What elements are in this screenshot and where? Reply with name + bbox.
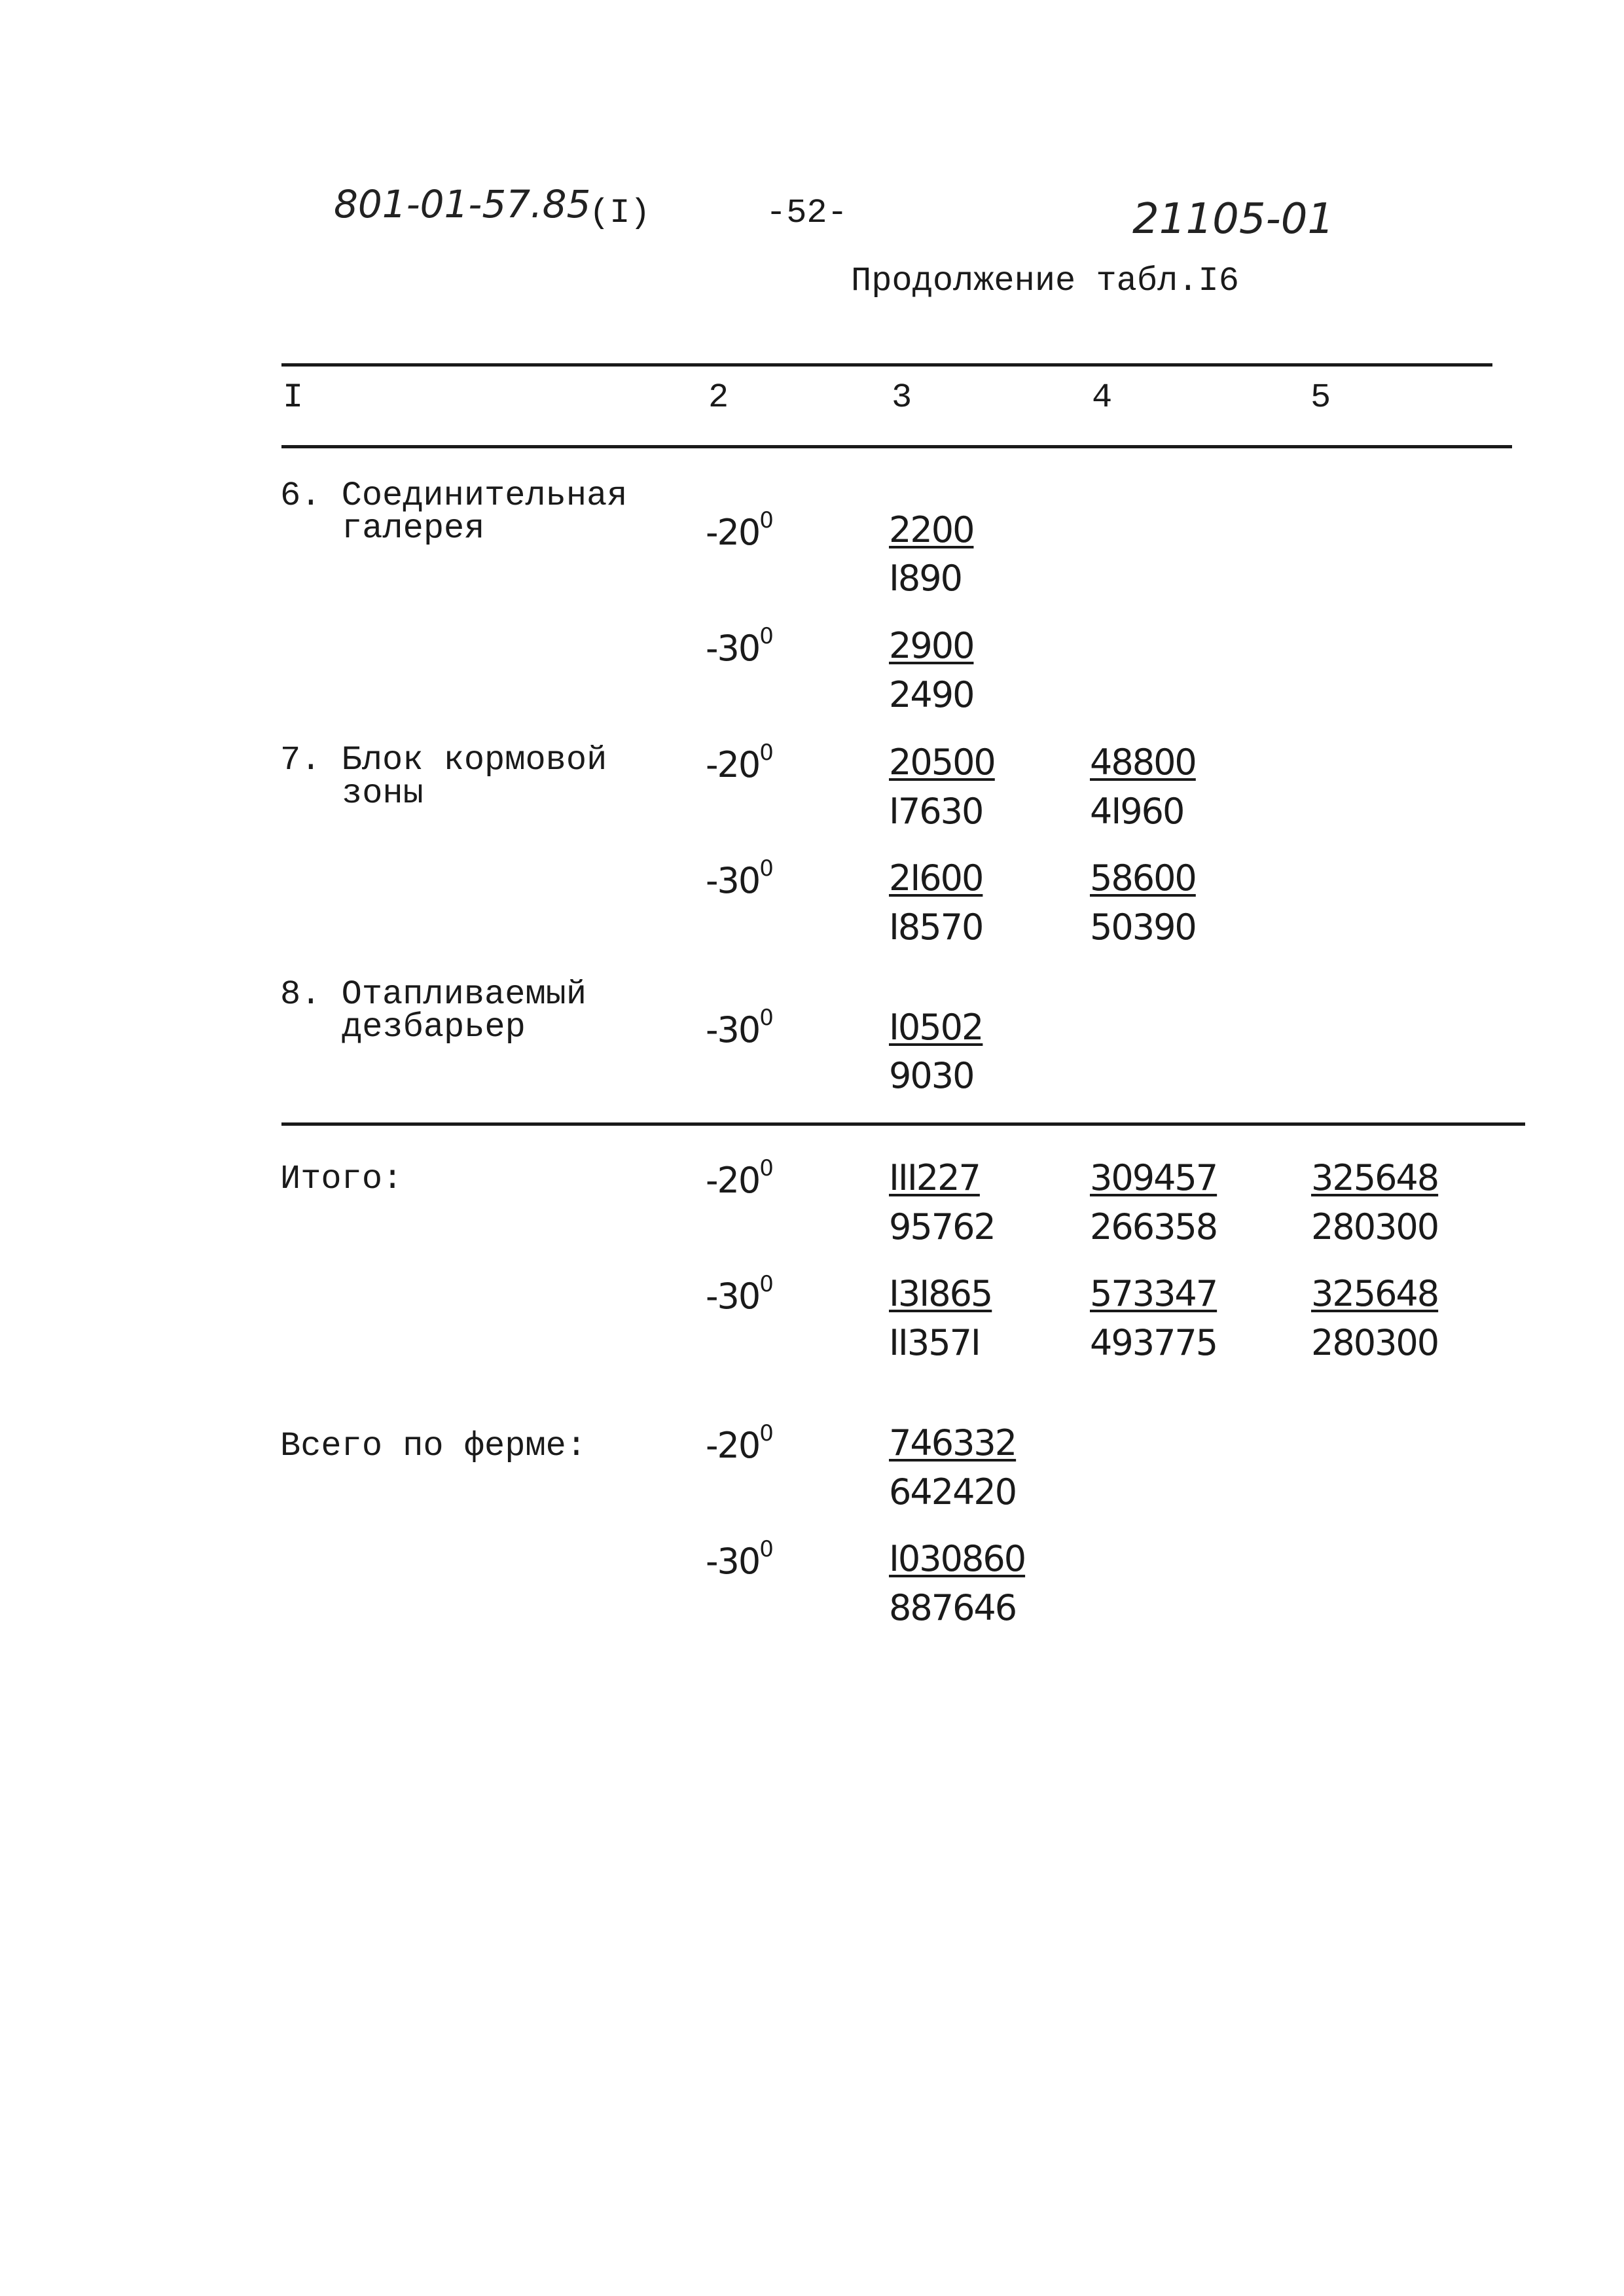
cell-value-bottom: 50390: [1090, 906, 1196, 948]
cell-value-bottom: I7630: [889, 791, 983, 832]
column-header-4: 4: [1092, 378, 1113, 417]
column-header-1: I: [283, 378, 304, 417]
item-name: 7. Блок кормовой: [280, 741, 607, 780]
cell-value-bottom: 887646: [889, 1587, 1017, 1628]
cell-value-top: III227: [889, 1157, 980, 1198]
column-header-3: 3: [892, 378, 912, 417]
section-divider-rule: [281, 1122, 1525, 1126]
temperature: $-30^0$: [706, 1271, 772, 1317]
column-header-5: 5: [1310, 378, 1331, 417]
sheet-code: 21105-01: [1132, 195, 1335, 243]
cell-value-bottom: 280300: [1311, 1206, 1439, 1247]
item-name: 8. Отапливаемый: [280, 975, 587, 1014]
cell-value-top: 2200: [889, 509, 974, 550]
cell-value-bottom: I890: [889, 558, 962, 599]
header-bottom-rule: [281, 445, 1512, 448]
temperature: $-20^0$: [706, 740, 772, 785]
item-name-continued: зоны: [342, 774, 424, 813]
document-code: 801-01-57.85: [334, 182, 591, 226]
temperature: $-20^0$: [706, 507, 772, 553]
cell-value-top: I030860: [889, 1538, 1026, 1579]
cell-value-bottom: 9030: [889, 1055, 974, 1096]
temperature: $-30^0$: [706, 1005, 772, 1050]
table-top-rule: [281, 363, 1492, 367]
farm-total-label: Всего по ферме:: [280, 1427, 587, 1465]
cell-value-top: 325648: [1311, 1273, 1439, 1314]
table-continuation-title: Продолжение табл.I6: [851, 262, 1239, 300]
column-header-2: 2: [708, 378, 729, 417]
temperature: $-30^0$: [706, 1536, 772, 1582]
cell-value-top: 2900: [889, 625, 974, 666]
temperature: $-20^0$: [706, 1420, 772, 1466]
cell-value-bottom: 95762: [889, 1206, 995, 1247]
page-number: -52-: [766, 194, 848, 232]
cell-value-bottom: I8570: [889, 906, 983, 948]
temperature: $-30^0$: [706, 855, 772, 901]
cell-value-top: I3I865: [889, 1273, 992, 1314]
item-name-continued: галерея: [342, 509, 485, 548]
cell-value-top: 58600: [1090, 857, 1196, 899]
total-label: Итого:: [280, 1160, 403, 1198]
cell-value-top: 20500: [889, 742, 995, 783]
temperature: $-20^0$: [706, 1155, 772, 1201]
cell-value-top: 2I600: [889, 857, 983, 899]
cell-value-bottom: 642420: [889, 1471, 1017, 1513]
cell-value-bottom: 493775: [1090, 1322, 1218, 1363]
item-name: 6. Соединительная: [280, 476, 628, 515]
cell-value-top: 309457: [1090, 1157, 1218, 1198]
cell-value-top: 746332: [889, 1422, 1017, 1463]
temperature: $-30^0$: [706, 623, 772, 669]
item-name-continued: дезбарьер: [342, 1008, 526, 1047]
cell-value-top: I0502: [889, 1007, 983, 1048]
volume-number: (I): [589, 194, 651, 232]
cell-value-top: 573347: [1090, 1273, 1218, 1314]
cell-value-bottom: 266358: [1090, 1206, 1218, 1247]
cell-value-bottom: 2490: [889, 674, 974, 715]
cell-value-bottom: 280300: [1311, 1322, 1439, 1363]
cell-value-top: 325648: [1311, 1157, 1439, 1198]
cell-value-bottom: II357I: [889, 1322, 980, 1363]
cell-value-top: 48800: [1090, 742, 1196, 783]
cell-value-bottom: 4I960: [1090, 791, 1184, 832]
